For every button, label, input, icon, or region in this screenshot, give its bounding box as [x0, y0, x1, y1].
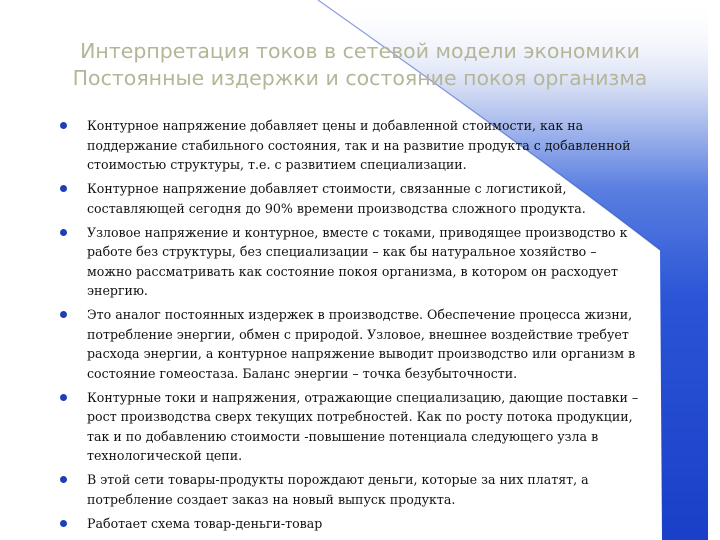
bullet-icon: [60, 229, 67, 236]
slide-title-line1: Интерпретация токов в сетевой модели экономики: [80, 39, 640, 63]
bullet-item: [60, 470, 645, 509]
bullet-item: [60, 223, 645, 301]
slide-title: [40, 38, 680, 92]
bullet-icon: [60, 520, 67, 527]
right-edge-bar: [708, 0, 720, 540]
bullet-icon: [60, 122, 67, 129]
bullet-text: Это аналог постоянных издержек в производстве. Обеспечение процесса жизни, потребление энергии, обмен с природой. Узловое, внешнее воздействие требует расхода энергии, а контурное напряжение выводит производство или организм в состояние гомеостаза. Баланс энергии – точка безубыточности.: [87, 307, 636, 381]
bullet-text: В этой сети товары-продукты порождают деньги, которые за них платят, а потребление создает заказ на новый выпуск продукта.: [87, 472, 589, 507]
bullet-list: [60, 116, 645, 538]
bullet-item: [60, 514, 645, 534]
bullet-text: Контурное напряжение добавляет стоимости, связанные с логистикой, составляющей сегодня до 90% времени производства сложного продукта.: [87, 181, 586, 216]
bullet-text: Контурное напряжение добавляет цены и добавленной стоимости, как на поддержание стабильного состояния, так и на развитие продукта с добавленной стоимостью структуры, т.е. с развитием специализации.: [87, 118, 631, 172]
bullet-text: Узловое напряжение и контурное, вместе с токами, приводящее производство к работе без структуры, без специализации – как бы натуральное хозяйство – можно рассматривать как состояние покоя организма, в котором он расходует энергию.: [87, 224, 628, 298]
bullet-item: [60, 179, 645, 218]
bullet-text: Работает схема товар-деньги-товар: [87, 515, 323, 531]
bullet-icon: [60, 311, 67, 318]
bullet-icon: [60, 185, 67, 192]
slide-title-line2: Постоянные издержки и состояние покоя организма: [72, 66, 648, 90]
bullet-item: [60, 305, 645, 383]
bullet-icon: [60, 394, 67, 401]
bullet-item: [60, 388, 645, 466]
bullet-item: [60, 116, 645, 175]
bullet-icon: [60, 476, 67, 483]
bullet-text: Контурные токи и напряжения, отражающие специализацию, дающие поставки – рост производства сверх текущих потребностей. Как по росту потока продукции, так и по добавлению стоимости -повышение потенциала следующего узла в технологической цепи.: [87, 389, 639, 463]
